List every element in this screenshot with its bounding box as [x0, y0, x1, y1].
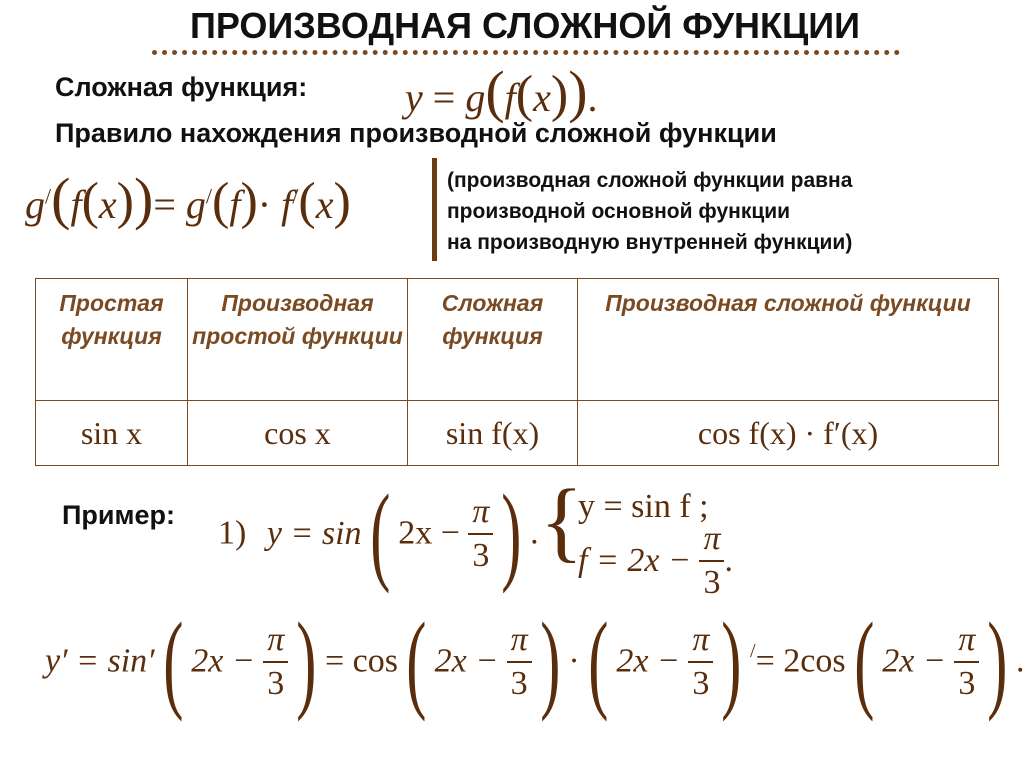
table-header-cell: Сложная функция — [408, 279, 578, 401]
table-header-cell: Производная сложной функции — [578, 279, 999, 401]
rule-note — [447, 165, 852, 258]
inner-expression: 2x − — [434, 642, 499, 680]
rule-formula: g/(f(x))= g/(f)· f/(x) — [25, 166, 351, 231]
table-row — [36, 401, 999, 466]
pi-symbol: π — [688, 623, 713, 663]
pi-symbol: π — [954, 623, 979, 663]
example-formula: 1) y = sin( 2x − $\frac{\pi}{3}$ ) . — [218, 472, 539, 594]
system-line-2-text: f = 2x − — [578, 542, 691, 579]
denominator: 3 — [958, 664, 976, 702]
rule-note-line: (производная сложной функции равна — [447, 169, 853, 192]
result-final: = 2cos — [755, 642, 846, 680]
result-cos: = cos — [324, 642, 398, 680]
inner-expression: 2x − — [191, 642, 255, 680]
table-cell: cos f(x) · f′(x) — [578, 401, 999, 466]
rule-heading: Правило нахождения производной сложной функции — [55, 118, 777, 148]
inner-expression: 2x − — [616, 642, 680, 680]
table-header-row — [36, 279, 999, 401]
pi-symbol: π — [468, 495, 493, 535]
system-line-1: y = sin f ; — [578, 488, 709, 525]
table-cell: sin x — [36, 401, 188, 466]
title-underline — [152, 50, 900, 55]
rule-divider-bar — [432, 158, 437, 261]
rule-note-line: производной основной функции — [447, 200, 791, 223]
example-number: 1) — [218, 514, 247, 552]
table-cell: sin f(x) — [408, 401, 578, 466]
denominator: 3 — [692, 664, 710, 702]
derivative-computation: y′ = sin′( 2x − $\frac{\pi}{3}$ ) = cos( 2x − $\frac{\pi}{3}$ ) ·( 2x − $\frac{\pi}{3}$ ) /= 2cos( 2x − $\frac{\pi}{3}$ ) . — [45, 600, 1024, 722]
rule-note-line: на производную внутренней функции) — [447, 231, 853, 254]
denominator: 3 — [510, 664, 528, 702]
denominator: 3 — [267, 664, 285, 702]
result-lhs: y′ = sin′ — [45, 642, 155, 680]
complex-function-label: Сложная функция: — [55, 72, 308, 102]
denominator: 3 — [472, 536, 490, 574]
table-header-cell: Простая функция — [36, 279, 188, 401]
example-inner: 2x − — [398, 514, 460, 552]
inner-expression: 2x − — [882, 642, 946, 680]
system-brace: { — [540, 472, 584, 571]
table-cell: cos x — [188, 401, 408, 466]
table-header-cell: Производная простой функции — [188, 279, 408, 401]
denominator: 3 — [703, 564, 721, 601]
page-title: ПРОИЗВОДНАЯ СЛОЖНОЙ ФУНКЦИИ — [189, 5, 861, 46]
pi-symbol: π — [263, 623, 288, 663]
complex-function-formula: y = g(f(x)). — [405, 59, 598, 124]
system-line-2: f = 2x − $\frac{\pi}{3}$ . — [578, 520, 733, 601]
pi-symbol: π — [507, 623, 532, 663]
example-label: Пример: — [62, 500, 175, 530]
pi-symbol: π — [699, 522, 724, 562]
derivatives-table — [35, 278, 999, 466]
example-lhs: y = sin — [266, 514, 362, 552]
